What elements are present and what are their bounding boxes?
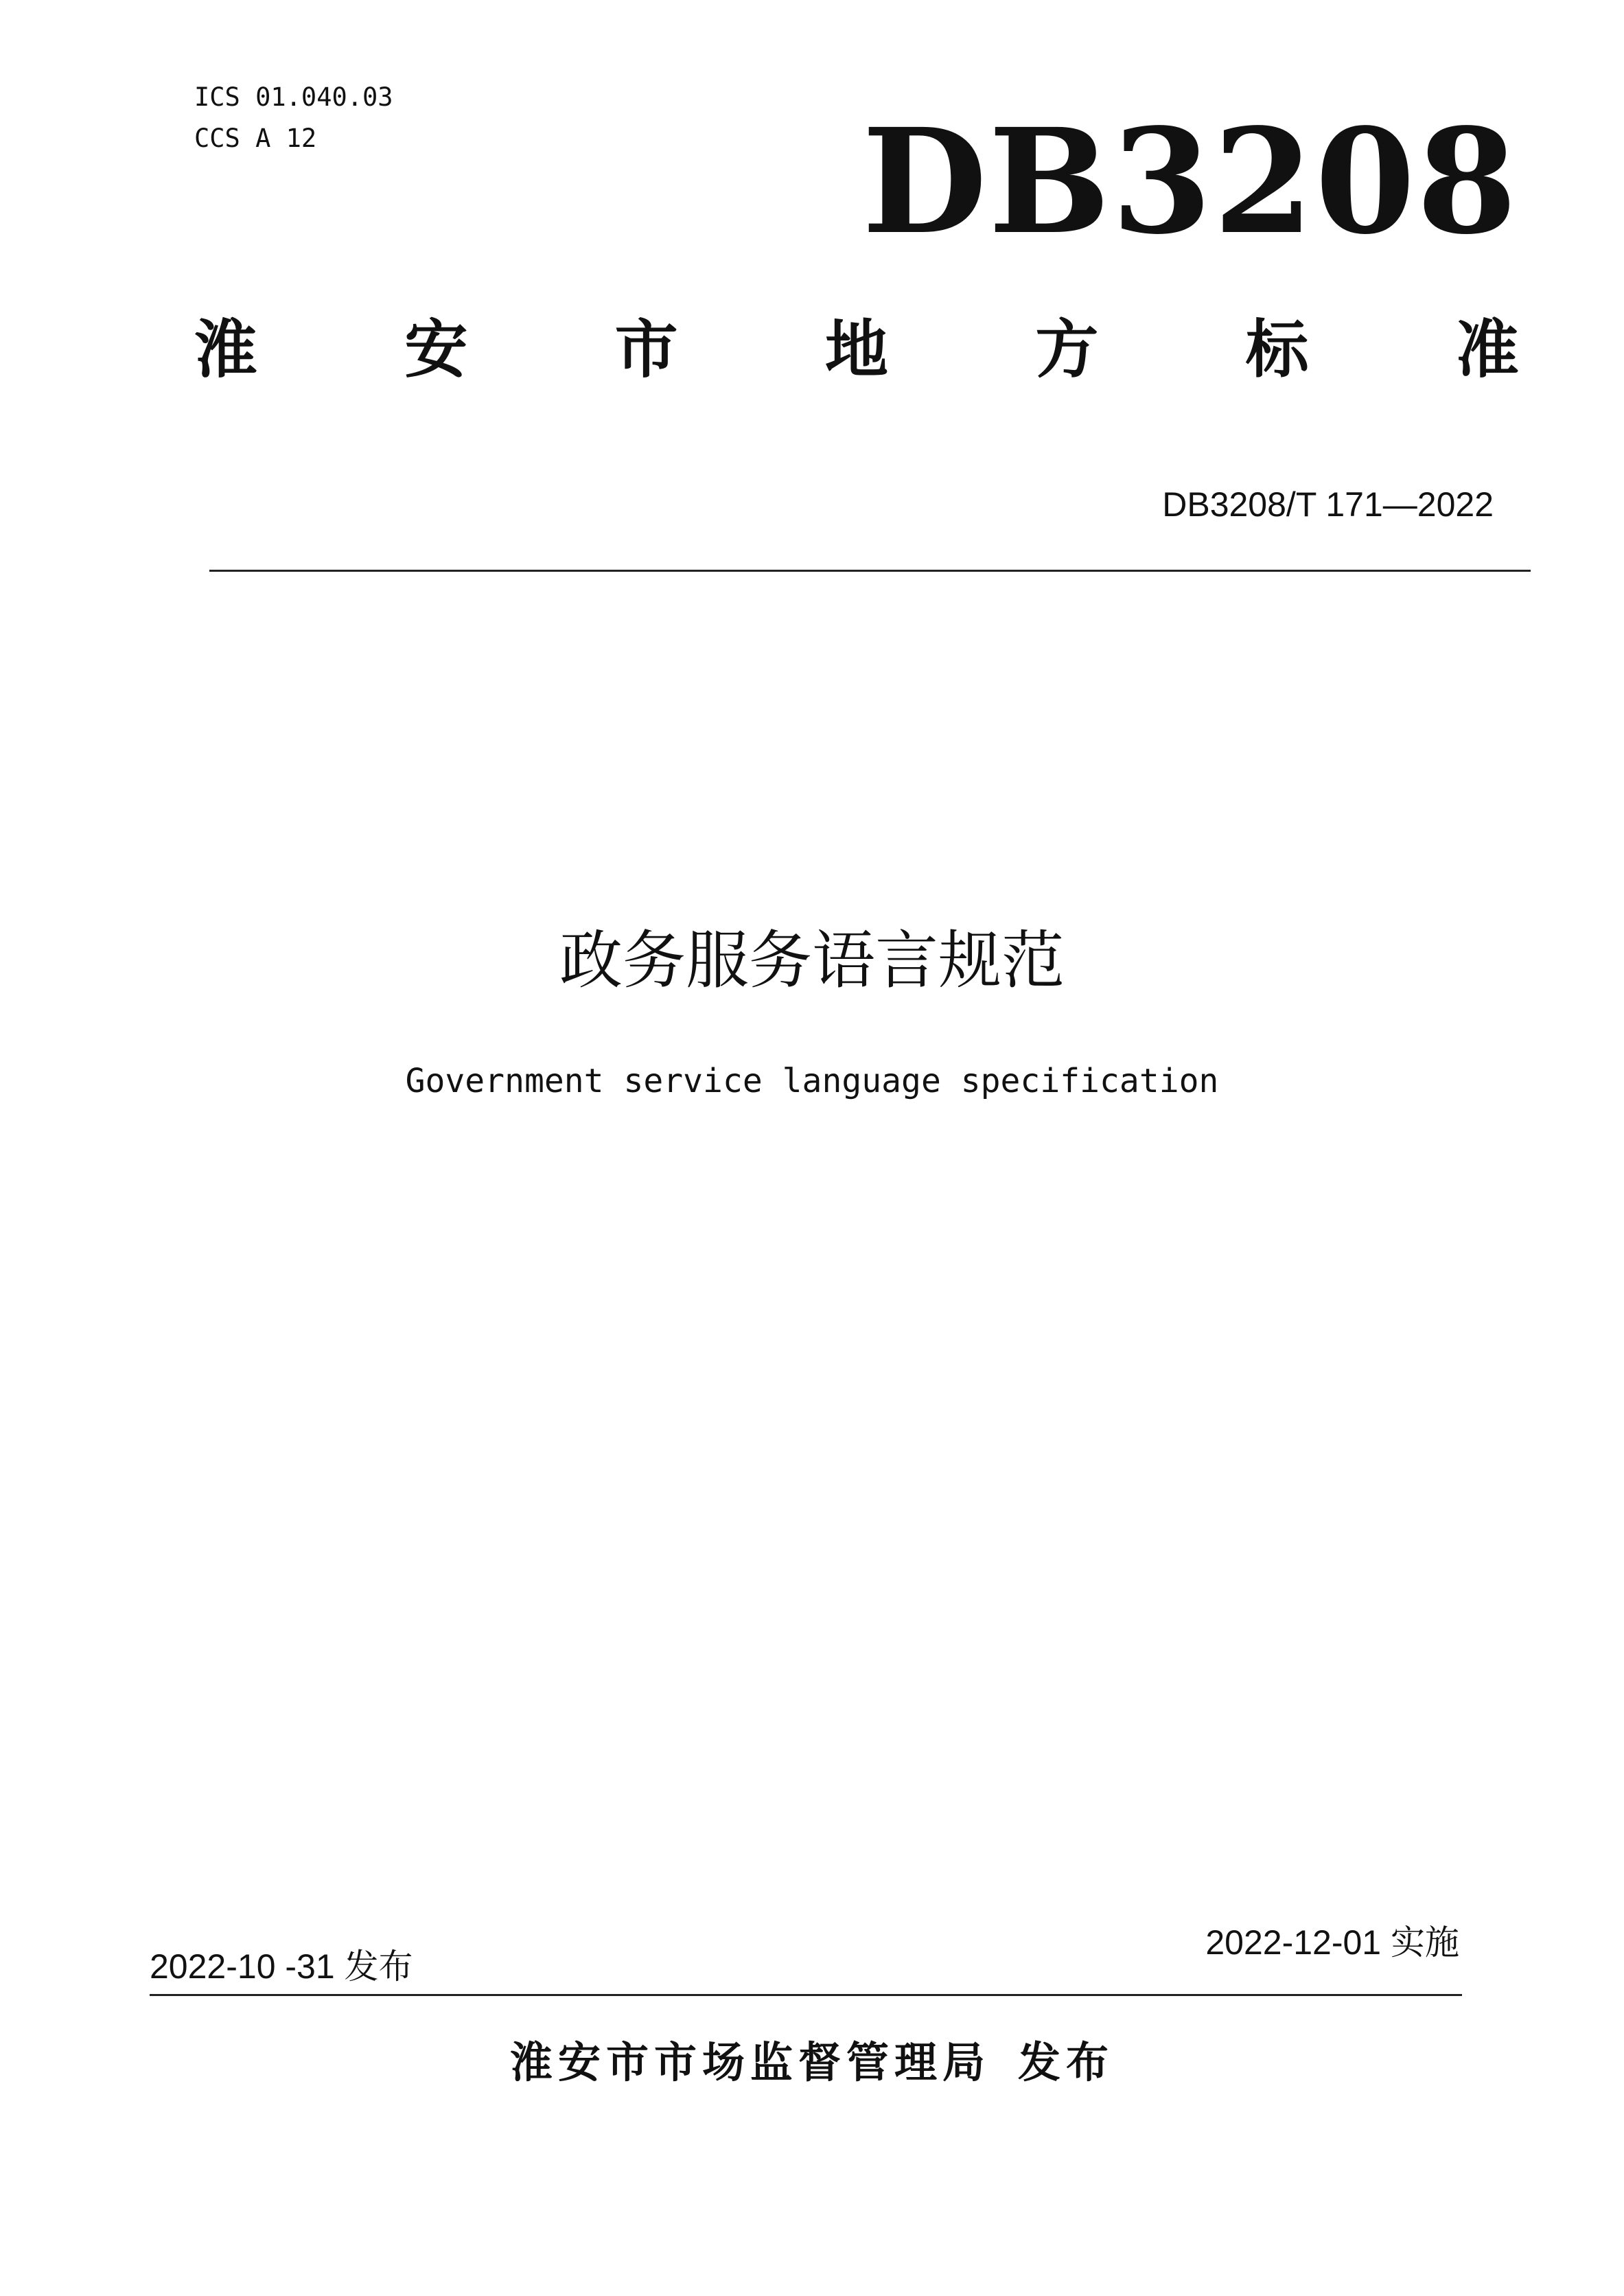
standard-type-char: 市: [614, 313, 678, 386]
document-title-english: Government service language specification: [405, 1062, 1219, 1100]
bottom-divider: [150, 1994, 1462, 1996]
db-code-heading: DB3208: [861, 97, 1518, 266]
standard-type-char: 准: [1455, 313, 1519, 386]
standard-type-char: 标: [1245, 313, 1309, 386]
publisher-line: [0, 2035, 1624, 2090]
issue-date: 2022-10 -31 发布: [150, 1947, 413, 1986]
standard-type-char: 地: [824, 313, 888, 386]
document-title-chinese: 政务服务语言规范: [559, 924, 1065, 997]
standard-type-char: 安: [404, 313, 468, 386]
publisher-action: 发布: [1018, 2037, 1115, 2087]
standard-number: DB3208/T 171—2022: [1162, 485, 1494, 524]
publisher-name: 淮安市市场监督管理局: [509, 2037, 990, 2087]
standard-type-heading: [194, 312, 1519, 388]
top-divider: [209, 570, 1531, 572]
ics-code: ICS 01.040.03: [194, 82, 393, 112]
standard-type-char: 方: [1035, 313, 1099, 386]
ccs-code: CCS A 12: [194, 124, 317, 153]
classification-codes: [194, 77, 393, 159]
implementation-date: 2022-12-01 实施: [1205, 1923, 1459, 1962]
standard-type-char: 淮: [194, 313, 258, 386]
